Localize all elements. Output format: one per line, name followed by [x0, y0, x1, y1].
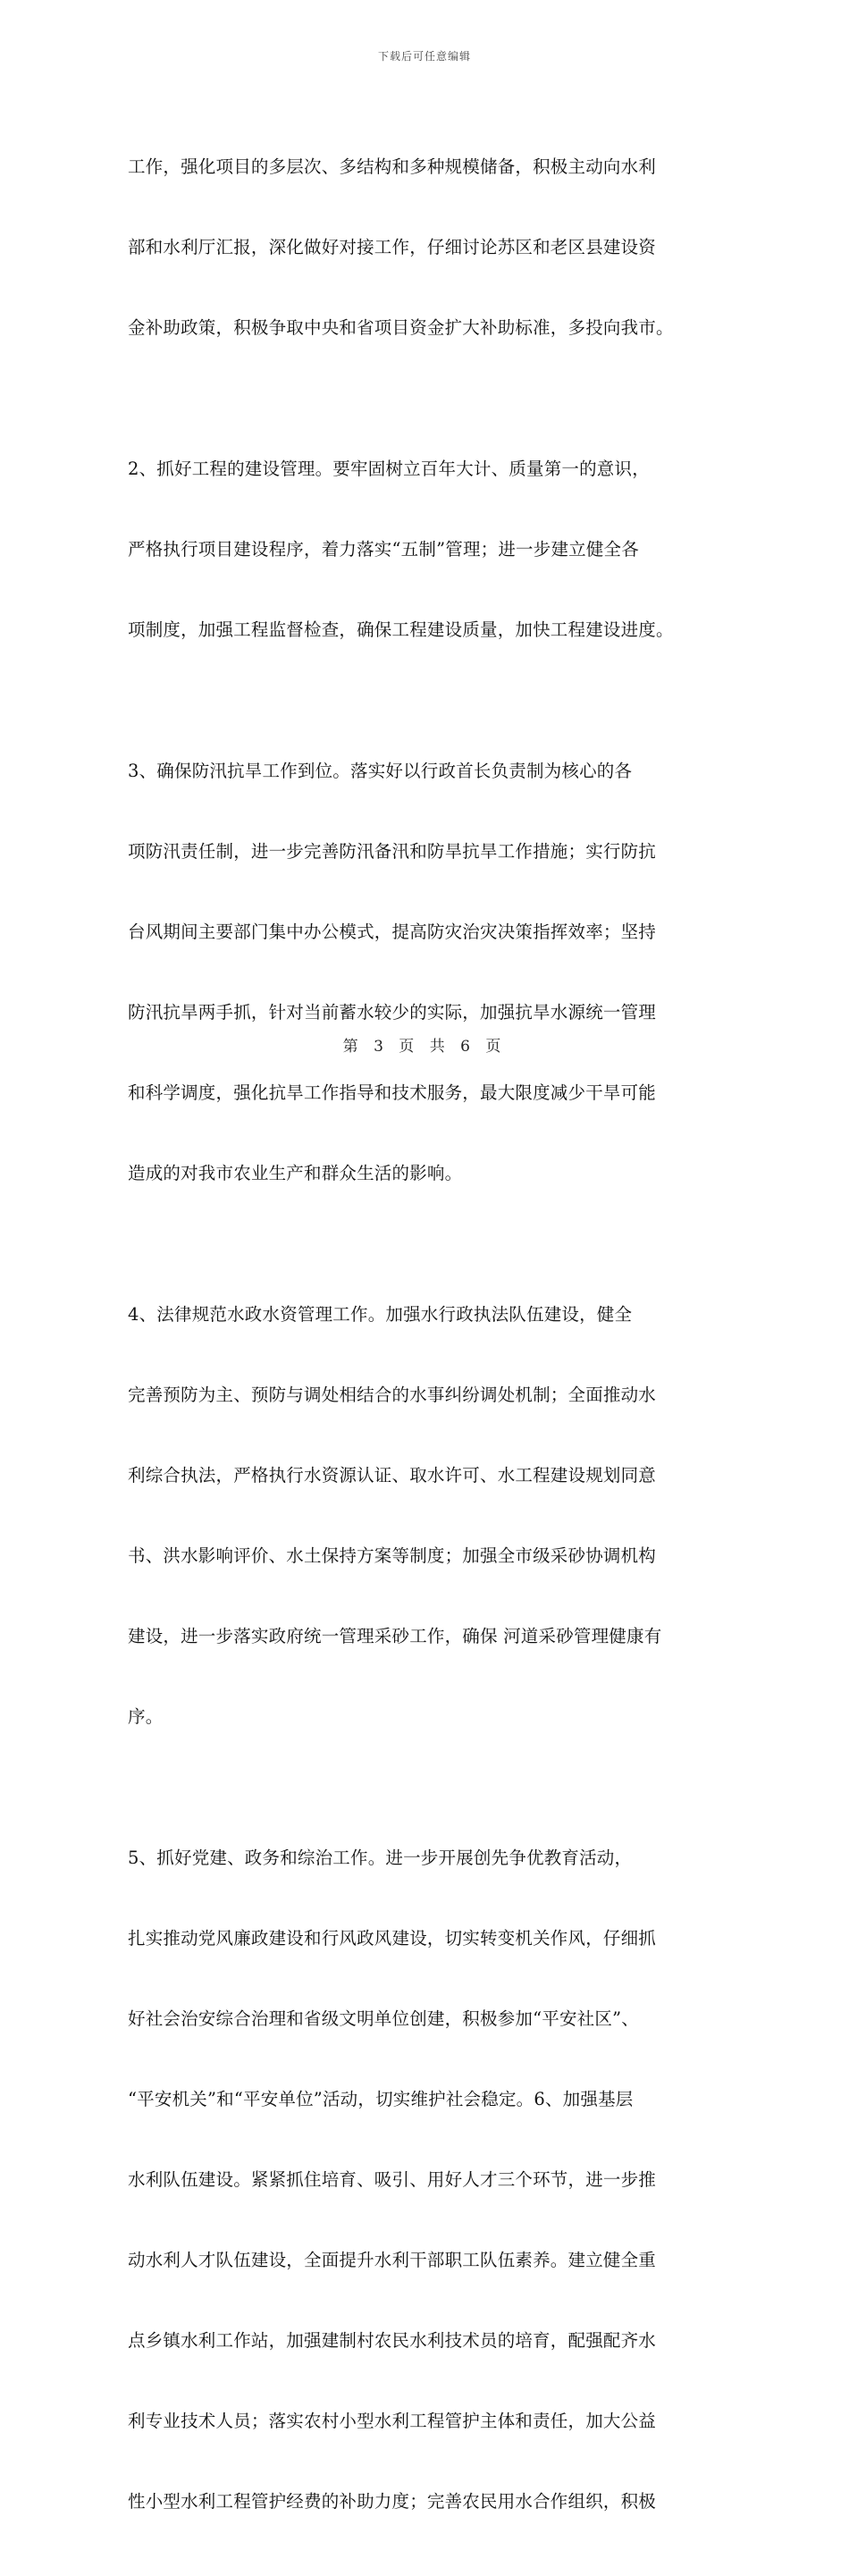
- text-line: 建设，进一步落实政府统一管理采砂工作，确保 河道采砂管理健康有: [128, 1626, 662, 1646]
- text-line: 水利队伍建设。紧紧抓住培育、吸引、用好人才三个环节，进一步推: [128, 2169, 657, 2190]
- text-line: 点乡镇水利工作站，加强建制村农民水利技术员的培育，配强配齐水: [128, 2330, 657, 2351]
- text-line: 金补助政策，积极争取中央和省项目资金扩大补助标准，多投向我市。: [128, 317, 674, 338]
- text-line: 3、确保防汛抗旱工作到位。落实好以行政首长负责制为核心的各: [128, 761, 633, 781]
- text-line: 防汛抗旱两手抓，针对当前蓄水较少的实际，加强抗旱水源统一管理: [128, 1002, 657, 1023]
- text-line: 完善预防为主、预防与调处相结合的水事纠纷调处机制；全面推动水: [128, 1385, 657, 1405]
- text-line: 4、法律规范水政水资管理工作。加强水行政执法队伍建设，健全: [128, 1304, 633, 1325]
- page-number-footer: 第 3 页 共 6 页: [342, 1038, 507, 1056]
- text-line: 利专业技术人员；落实农村小型水利工程管护主体和责任，加大公益: [128, 2411, 657, 2431]
- text-line: 项防汛责任制，进一步完善防汛备汛和防旱抗旱工作措施；实行防抗: [128, 841, 657, 862]
- text-line: 序。: [128, 1706, 164, 1727]
- text-line: 和科学调度，强化抗旱工作指导和技术服务，最大限度减少干旱可能: [128, 1082, 657, 1103]
- page-header-note: 下载后可任意编辑: [377, 50, 471, 63]
- text-line: 2、抓好工程的建设管理。要牢固树立百年大计、质量第一的意识，: [128, 459, 650, 479]
- text-line: 扎实推动党风廉政建设和行风政风建设，切实转变机关作风，仔细抓: [128, 1928, 657, 1949]
- text-line: 工作，强化项目的多层次、多结构和多种规模储备，积极主动向水利: [128, 156, 657, 177]
- text-line: 5、抓好党建、政务和综治工作。进一步开展创先争优教育活动，: [128, 1848, 633, 1868]
- text-line: 台风期间主要部门集中办公模式，提高防灾治灾决策指挥效率；坚持: [128, 922, 657, 942]
- text-line: 好社会治安综合治理和省级文明单位创建，积极参加“平安社区”、: [128, 2008, 639, 2029]
- text-line: 书、洪水影响评价、水土保持方案等制度；加强全市级采砂协调机构: [128, 1545, 657, 1566]
- text-line: 项制度，加强工程监督检查，确保工程建设质量，加快工程建设进度。: [128, 619, 674, 640]
- paragraph-2: [128, 402, 727, 697]
- text-line: 动水利人才队伍建设，全面提升水利干部职工队伍素养。建立健全重: [128, 2250, 657, 2270]
- text-line: 造成的对我市农业生产和群众生活的影响。: [128, 1163, 463, 1183]
- text-line: 严格执行项目建设程序，着力落实“五制”管理；进一步建立健全各: [128, 539, 639, 560]
- paragraph-4: [128, 1248, 727, 1784]
- text-line: 利综合执法，严格执行水资源认证、取水许可、水工程建设规划同意: [128, 1465, 657, 1486]
- paragraph-5: [128, 1791, 727, 2569]
- text-line: “平安机关”和“平安单位”活动，切实维护社会稳定。6、加强基层: [128, 2089, 634, 2109]
- paragraph-1: [128, 100, 727, 395]
- paragraph-3: [128, 704, 727, 1241]
- text-line: 性小型水利工程管护经费的补助力度；完善农民用水合作组织，积极: [128, 2491, 657, 2512]
- text-line: 部和水利厅汇报，深化做好对接工作，仔细讨论苏区和老区县建设资: [128, 237, 657, 257]
- document-body: [128, 100, 727, 2576]
